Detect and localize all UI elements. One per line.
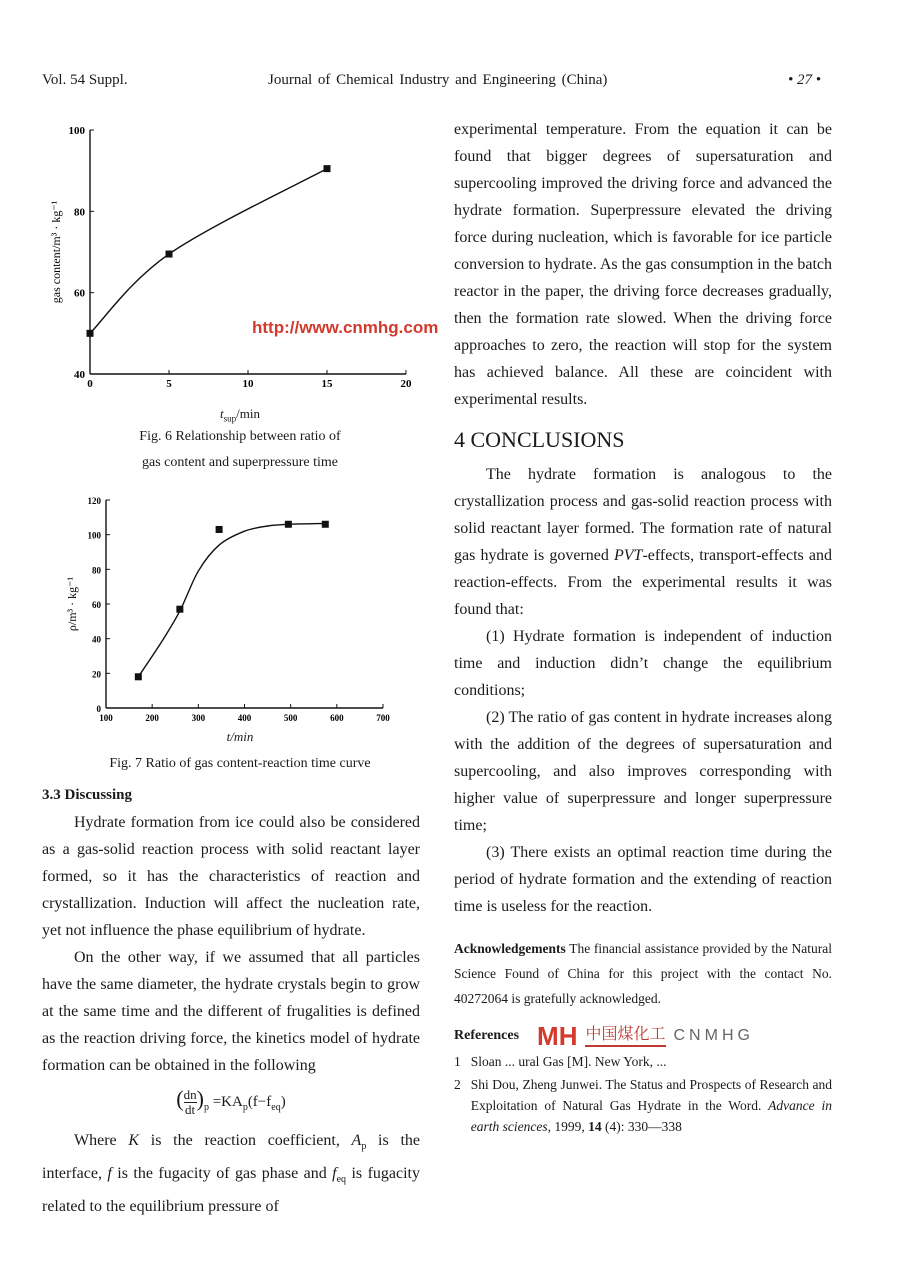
header-volume: Vol. 54 Suppl.: [42, 72, 128, 88]
x-tick-label: 5: [166, 378, 172, 390]
fig6-xlabel: $t_{sup}/\min$: [220, 406, 260, 424]
data-point: [176, 606, 183, 613]
y-tick-label: 80: [92, 565, 101, 576]
acknowledgements: Acknowledgements The financial assistance provided by the Natural Science Found of China for this project with the contact No. 40272064 is gratefully acknowledged.: [454, 941, 832, 1006]
references-heading: References: [454, 1028, 520, 1043]
y-tick-label: 120: [87, 496, 101, 506]
data-point: [135, 673, 142, 680]
header-journal: Journal of Chemical Industry and Engineering (China): [268, 72, 608, 88]
data-point: [322, 521, 329, 528]
data-point: [285, 521, 292, 528]
fig7-caption: Fig. 7 Ratio of gas content-reaction time curve: [109, 756, 371, 771]
x-tick-label: 0: [87, 378, 93, 390]
x-tick-label: 100: [99, 713, 113, 723]
watermark-url: http://www.cnmhg.com: [252, 318, 439, 337]
reference-item: 2 Shi Dou, Zheng Junwei. The Status and Prospects of Research and Exploitation of Natural Gas Hydrate in the Word. Advance in earth sciences, 1999, 14 (4): 330—338: [454, 1077, 832, 1134]
fit-curve: [90, 169, 327, 334]
y-tick-label: 60: [92, 600, 101, 610]
fig6-chart: [40, 115, 440, 415]
section-heading-conclusions: 4 CONCLUSIONS: [454, 427, 625, 452]
data-point: [216, 526, 223, 533]
y-tick-label: 0: [96, 704, 101, 714]
conclusion-item: (3) There exists an optimal reaction time during the period of hydrate formation and the extending of reaction time is useless for the reaction.: [454, 844, 832, 915]
data-point: [166, 251, 173, 258]
paragraph: Hydrate formation from ice could also be considered as a gas-solid reaction process with solid reactant layer formed, so it has the characteristics of reaction and crystallization. Induction will affect the nucleation rate, yet not influence the phase equilibrium of hydrate.: [42, 814, 420, 939]
y-tick-label: 100: [87, 530, 101, 541]
y-tick-label: 40: [74, 369, 85, 381]
x-tick-label: 200: [145, 713, 159, 723]
data-point: [324, 165, 331, 172]
paragraph: The hydrate formation is analogous to the crystallization process and gas-solid reaction process with solid reactant layer formed. The formation rate of natural gas hydrate is governed PVT-effects, transport-effects and reaction-effects. From the experimental results it was found that:: [454, 466, 832, 618]
watermark-logo: [537, 1022, 754, 1050]
x-tick-label: 400: [237, 713, 252, 723]
x-tick-label: 300: [191, 713, 206, 723]
section-heading: 3.3 Discussing: [42, 787, 133, 803]
y-tick-label: 100: [68, 125, 85, 137]
fig7-xlabel: t/min: [226, 729, 254, 744]
x-tick-label: 15: [321, 378, 333, 390]
paragraph: Where K is the reaction coefficient, $A_p$ is the interface, f is the fugacity of gas phase and $f_{eq}$ is fugacity related to the equilibrium pressure of: [42, 1132, 421, 1216]
x-tick-label: 500: [283, 713, 298, 723]
y-axis-label: ρ/m³ · kg⁻¹: [65, 576, 79, 632]
y-tick-label: 20: [92, 669, 101, 680]
logo-cn: 中国煤化工: [585, 1025, 665, 1047]
y-tick-label: 60: [74, 287, 85, 300]
conclusion-item: (1) Hydrate formation is independent of induction time and induction didn’t change the equilibrium conditions;: [454, 628, 832, 699]
logo-letters: MH: [537, 1021, 578, 1051]
fit-curve: [138, 523, 325, 676]
y-tick-label: 40: [92, 634, 101, 645]
x-tick-label: 700: [376, 713, 390, 723]
conclusion-item: (2) The ratio of gas content in hydrate increases along with the addition of the degrees of supersaturation and supercooling, and also improves corresponding with higher value of superpressure and longer superpressure time;: [454, 709, 832, 834]
fig6-caption: Fig. 6 Relationship between ratio of gas content and superpressure time: [139, 429, 341, 470]
y-axis-label: gas content/m³ · kg⁻¹: [49, 200, 63, 304]
logo-en: CNMHG: [673, 1027, 754, 1044]
x-tick-label: 10: [242, 378, 254, 390]
reference-item: 1 Sloan ... ural Gas [M]. New York, ...: [454, 1054, 667, 1069]
paragraph: On the other way, if we assumed that all particles have the same diameter, the hydrate crystals begin to grow at the same time and the different of frugalities is defined as the reaction driving force, the kinetics model of hydrate formation can be obtained in the following: [42, 949, 420, 1074]
x-tick-label: 600: [330, 713, 344, 723]
header-page-number: • 27 •: [788, 72, 822, 88]
x-tick-label: 20: [400, 378, 412, 390]
data-point: [87, 330, 94, 337]
y-tick-label: 80: [74, 206, 85, 219]
equation: ( $\frac{dn}{dt}$ )$_p =KA_p(f-f_{eq})$: [176, 1086, 286, 1118]
fig7-chart: [40, 485, 440, 727]
paragraph: experimental temperature. From the equation it can be found that bigger degrees of supersaturation and supercooling improved the driving force and advanced the hydrate formation. Superpressure elevated the driving force during nucleation, which is favorable for ice particle conversion to hydrate. As the gas consumption in the batch reactor in the paper, the driving force decreases gradually, then the formation rate slowed. When the driving force approaches to zero, the reaction will stop for the system has achieved balance. All these are coincident with experimental results.: [454, 121, 832, 408]
